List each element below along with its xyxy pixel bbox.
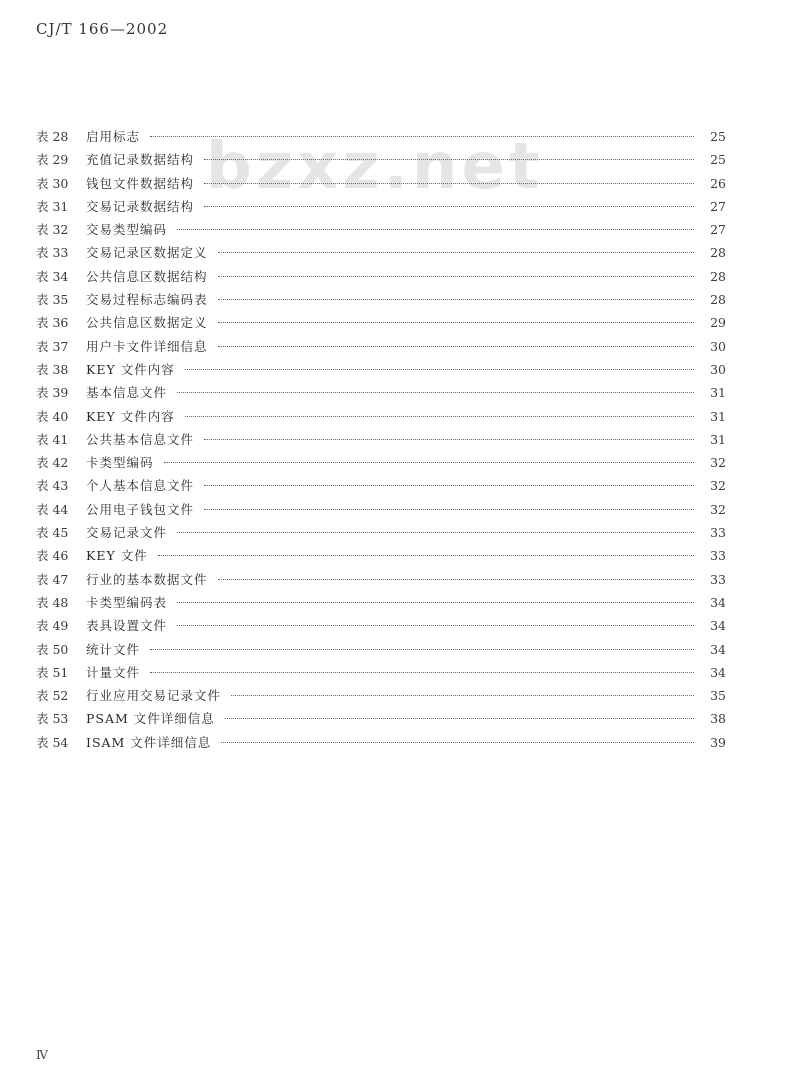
- toc-entry: [36, 474, 726, 497]
- toc-entry-page: 28: [710, 292, 726, 308]
- toc-entry-title: 公共信息区数据结构: [86, 268, 208, 284]
- toc-entry: [36, 591, 726, 614]
- toc-entry-page: 30: [710, 338, 726, 354]
- toc-entry-title: KEY 文件内容: [86, 361, 175, 377]
- toc-entry-number: 表 39: [36, 385, 69, 401]
- toc-dot-leader: [185, 369, 694, 370]
- page-number: Ⅳ: [36, 1048, 48, 1062]
- toc-dot-leader: [204, 159, 694, 160]
- toc-entry-page: 33: [710, 548, 726, 564]
- toc-entry-title: 行业的基本数据文件: [86, 571, 208, 587]
- toc-dot-leader: [150, 672, 694, 673]
- toc-entry-page: 25: [710, 129, 726, 144]
- toc-dot-leader: [204, 206, 694, 207]
- toc-entry: [36, 172, 726, 195]
- toc-entry-page: 34: [710, 664, 726, 680]
- toc-entry: [36, 148, 726, 171]
- toc-entry: [36, 405, 726, 428]
- toc-entry-number: 表 34: [36, 268, 69, 284]
- toc-entry-title: 卡类型编码表: [86, 594, 168, 610]
- toc-entry: [36, 498, 726, 521]
- toc-entry-page: 30: [710, 361, 726, 377]
- toc-dot-leader: [150, 649, 694, 650]
- toc-dot-leader: [218, 346, 694, 347]
- toc-dot-leader: [218, 322, 694, 323]
- toc-entry-title: 交易类型编码: [86, 222, 168, 238]
- toc-entry-page: 32: [710, 501, 726, 517]
- toc-dot-leader: [204, 509, 694, 510]
- toc-dot-leader: [218, 276, 694, 277]
- toc-entry: [36, 661, 726, 684]
- toc-entry-page: 34: [710, 641, 726, 657]
- toc-entry-page: 34: [710, 618, 726, 634]
- toc-entry-number: 表 44: [36, 501, 69, 517]
- toc-dot-leader: [204, 439, 694, 440]
- toc-entry: [36, 241, 726, 264]
- toc-entry-number: 表 53: [36, 711, 69, 727]
- toc-entry-number: 表 37: [36, 338, 69, 354]
- toc-entry-number: 表 54: [36, 734, 69, 750]
- toc-entry-title: 交易记录数据结构: [86, 198, 195, 214]
- toc-entry-page: 32: [710, 455, 726, 471]
- toc-entry-number: 表 35: [36, 292, 69, 308]
- toc-entry: [36, 125, 726, 148]
- toc-dot-leader: [204, 183, 694, 184]
- watermark: bzxz.net: [206, 130, 544, 204]
- toc-entry-page: 33: [710, 525, 726, 541]
- toc-entry-title: 公共信息区数据定义: [86, 315, 208, 331]
- toc-entry-number: 表 40: [36, 408, 69, 424]
- toc-dot-leader: [177, 229, 694, 230]
- toc-entry: [36, 358, 726, 381]
- toc-entry-title: 表具设置文件: [86, 618, 168, 634]
- toc-entry: [36, 451, 726, 474]
- toc-entry-number: 表 32: [36, 222, 69, 238]
- toc-entry-title: KEY 文件: [86, 548, 148, 564]
- toc-entry: [36, 568, 726, 591]
- toc-entry: [36, 707, 726, 730]
- toc-entry-title: 钱包文件数据结构: [86, 175, 195, 191]
- document-code: CJ/T 166—2002: [36, 20, 169, 38]
- toc-entry-title: 交易过程标志编码表: [86, 292, 208, 308]
- toc-entry-title: 用户卡文件详细信息: [86, 338, 208, 354]
- toc-entry-page: 33: [710, 571, 726, 587]
- toc-entry-page: 34: [710, 594, 726, 610]
- toc-entry-number: 表 51: [36, 664, 69, 680]
- toc-entry-title: 公用电子钱包文件: [86, 501, 195, 517]
- toc-entry-number: 表 48: [36, 594, 69, 610]
- toc-entry-title: 个人基本信息文件: [86, 478, 195, 494]
- table-of-contents: [36, 125, 726, 754]
- toc-entry: [36, 195, 726, 218]
- toc-entry-title: 启用标志: [86, 129, 141, 144]
- toc-dot-leader: [177, 532, 694, 533]
- toc-entry-number: 表 50: [36, 641, 69, 657]
- toc-entry-title: ISAM 文件详细信息: [86, 734, 212, 750]
- toc-entry-page: 28: [710, 245, 726, 261]
- toc-dot-leader: [164, 462, 694, 463]
- toc-dot-leader: [231, 695, 694, 696]
- toc-entry-title: 交易记录文件: [86, 525, 168, 541]
- toc-entry-page: 28: [710, 268, 726, 284]
- toc-dot-leader: [218, 299, 694, 300]
- toc-entry-page: 31: [710, 408, 726, 424]
- toc-entry-title: 统计文件: [86, 641, 141, 657]
- toc-entry: [36, 428, 726, 451]
- toc-entry-title: 卡类型编码: [86, 455, 154, 471]
- toc-entry-page: 39: [710, 734, 726, 750]
- toc-dot-leader: [177, 392, 694, 393]
- toc-entry-number: 表 29: [36, 152, 69, 168]
- toc-entry: [36, 381, 726, 404]
- toc-entry-number: 表 33: [36, 245, 69, 261]
- toc-entry-page: 38: [710, 711, 726, 727]
- toc-entry-number: 表 38: [36, 361, 69, 377]
- toc-entry-page: 26: [710, 175, 726, 191]
- toc-entry-title: PSAM 文件详细信息: [86, 711, 215, 727]
- toc-dot-leader: [204, 485, 694, 486]
- toc-entry: [36, 288, 726, 311]
- toc-entry-number: 表 28: [36, 129, 69, 144]
- toc-entry-number: 表 30: [36, 175, 69, 191]
- toc-entry-title: KEY 文件内容: [86, 408, 175, 424]
- toc-dot-leader: [221, 742, 694, 743]
- toc-entry-title: 基本信息文件: [86, 385, 168, 401]
- toc-dot-leader: [185, 416, 694, 417]
- toc-dot-leader: [150, 136, 694, 137]
- toc-entry-number: 表 31: [36, 198, 69, 214]
- toc-entry-number: 表 43: [36, 478, 69, 494]
- toc-entry-page: 32: [710, 478, 726, 494]
- toc-entry-page: 31: [710, 385, 726, 401]
- toc-entry-page: 27: [710, 222, 726, 238]
- toc-dot-leader: [177, 625, 694, 626]
- toc-dot-leader: [218, 252, 694, 253]
- toc-entry-number: 表 46: [36, 548, 69, 564]
- toc-dot-leader: [225, 718, 694, 719]
- toc-entry-title: 充值记录数据结构: [86, 152, 195, 168]
- toc-entry: [36, 335, 726, 358]
- toc-entry-title: 行业应用交易记录文件: [86, 688, 222, 704]
- toc-entry: [36, 265, 726, 288]
- toc-entry-title: 公共基本信息文件: [86, 431, 195, 447]
- toc-dot-leader: [158, 555, 694, 556]
- toc-entry-title: 交易记录区数据定义: [86, 245, 208, 261]
- toc-entry-number: 表 49: [36, 618, 69, 634]
- toc-dot-leader: [177, 602, 694, 603]
- toc-entry-number: 表 52: [36, 688, 69, 704]
- toc-entry-page: 27: [710, 198, 726, 214]
- toc-entry-page: 35: [710, 688, 726, 704]
- toc-entry-number: 表 42: [36, 455, 69, 471]
- toc-entry-title: 计量文件: [86, 664, 141, 680]
- toc-entry-page: 25: [710, 152, 726, 168]
- toc-entry-number: 表 47: [36, 571, 69, 587]
- toc-entry: [36, 218, 726, 241]
- toc-entry-number: 表 36: [36, 315, 69, 331]
- toc-entry: [36, 614, 726, 637]
- toc-entry-page: 31: [710, 431, 726, 447]
- toc-entry: [36, 731, 726, 754]
- toc-entry: [36, 684, 726, 707]
- toc-dot-leader: [218, 579, 694, 580]
- toc-entry: [36, 638, 726, 661]
- toc-entry: [36, 521, 726, 544]
- toc-entry-number: 表 41: [36, 431, 69, 447]
- toc-entry: [36, 544, 726, 567]
- toc-entry-number: 表 45: [36, 525, 69, 541]
- toc-entry: [36, 311, 726, 334]
- toc-entry-page: 29: [710, 315, 726, 331]
